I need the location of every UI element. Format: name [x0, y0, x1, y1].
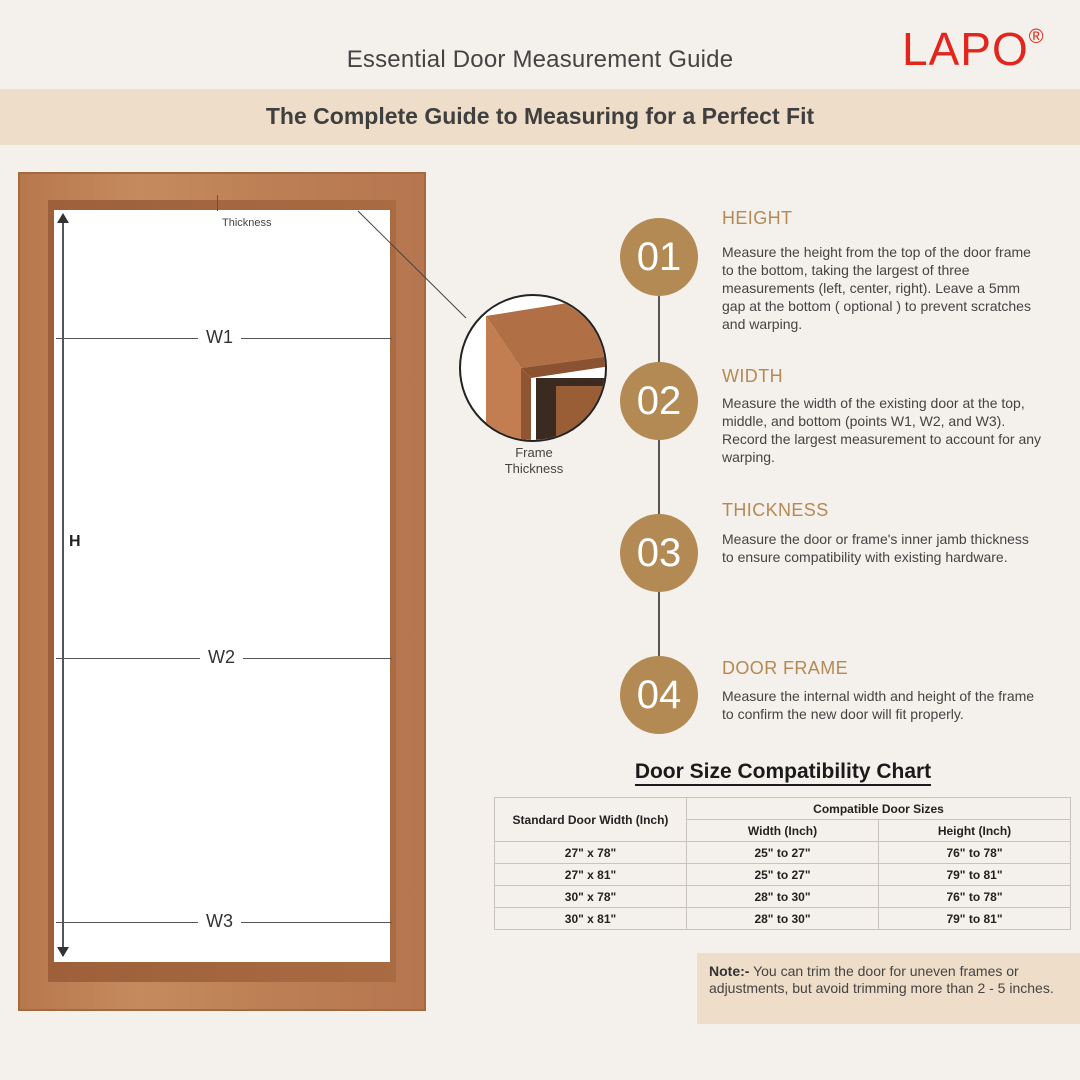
step-title-height: HEIGHT [722, 208, 793, 228]
step-number-circle: 04 [620, 656, 698, 734]
page-title: Essential Door Measurement Guide [346, 46, 734, 73]
table-row [495, 908, 1071, 930]
step-desc-width: Measure the width of the existing door at the top, middle, and bottom (points W1, W2, and W3). Record the largest measurement to account for any warping. [722, 395, 1042, 465]
table-row [495, 842, 1071, 864]
frame-thickness-closeup [459, 294, 607, 442]
cell-height: 76" to 78" [879, 842, 1071, 864]
step-title-thickness: THICKNESS [722, 500, 829, 520]
table-row [495, 886, 1071, 908]
col-header-standard: Standard Door Width (Inch) [495, 798, 687, 842]
note-text: You can trim the door for uneven frames or adjustments, but avoid trimming more than 2 - 5 inches. [709, 963, 1054, 996]
steps-connector [658, 290, 660, 670]
thickness-label: Thickness [222, 217, 272, 229]
cell-width: 28" to 30" [687, 886, 879, 908]
brand-logo: LAPO® [902, 23, 1045, 75]
table-row [495, 864, 1071, 886]
compatibility-table [494, 797, 1071, 930]
cell-standard: 30" x 81" [495, 908, 687, 930]
step-title-door-frame: DOOR FRAME [722, 658, 849, 678]
note-box [697, 953, 1080, 1024]
col-header-height: Height (Inch) [879, 820, 1071, 842]
w3-label: W3 [198, 911, 241, 932]
step-desc-thickness: Measure the door or frame's inner jamb thickness to ensure compatibility with existing hardware. [722, 531, 1029, 565]
cell-height: 76" to 78" [879, 886, 1071, 908]
inset-caption: Frame Thickness [504, 445, 564, 476]
chart-title: Door Size Compatibility Chart [494, 760, 1072, 784]
step-title-width: WIDTH [722, 366, 783, 386]
step-desc-height: Measure the height from the top of the door frame to the bottom, taking the largest of three measurements (left, center, right). Leave a 5mm gap at the bottom ( optional ) to prevent scratches and warping. [722, 244, 1031, 332]
height-label: H [69, 533, 81, 550]
col-header-group: Compatible Door Sizes [687, 798, 1071, 820]
w1-label: W1 [198, 327, 241, 348]
cell-height: 79" to 81" [879, 908, 1071, 930]
cell-height: 79" to 81" [879, 864, 1071, 886]
cell-width: 25" to 27" [687, 842, 879, 864]
frame-closeup-icon [461, 296, 607, 442]
step-desc-door-frame: Measure the internal width and height of the frame to confirm the new door will fit properly. [722, 688, 1035, 722]
note-label: Note:- [709, 963, 750, 979]
cell-standard: 27" x 78" [495, 842, 687, 864]
step-number-circle: 03 [620, 514, 698, 592]
cell-width: 28" to 30" [687, 908, 879, 930]
col-header-width: Width (Inch) [687, 820, 879, 842]
w2-label: W2 [200, 647, 243, 668]
cell-width: 25" to 27" [687, 864, 879, 886]
cell-standard: 30" x 78" [495, 886, 687, 908]
step-number-circle: 02 [620, 362, 698, 440]
cell-standard: 27" x 81" [495, 864, 687, 886]
subtitle: The Complete Guide to Measuring for a Perfect Fit [265, 103, 815, 129]
step-number-circle: 01 [620, 218, 698, 296]
